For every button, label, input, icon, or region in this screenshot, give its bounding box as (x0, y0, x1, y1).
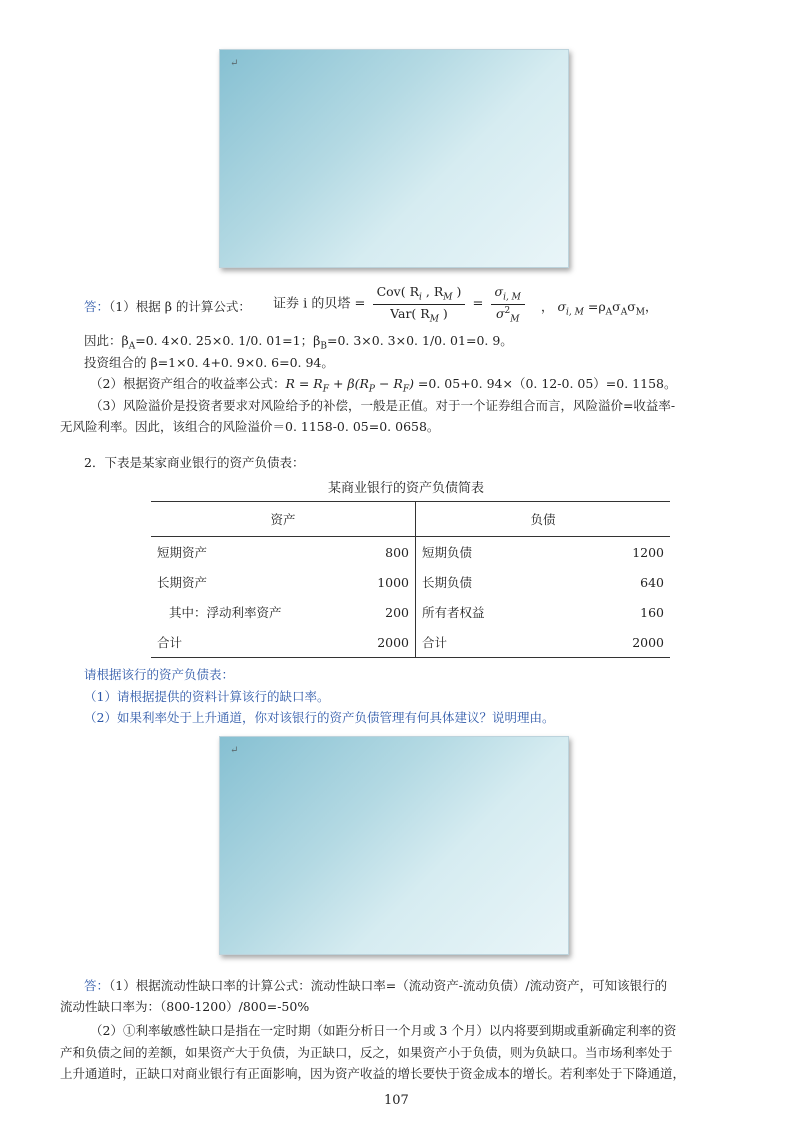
question2-part1: （1）请根据提供的资料计算该行的缺口率。 (84, 689, 330, 704)
answer2-line4: 产和负债之间的差额，如果资产大于负债，为正缺口，反之，如果资产小于负债，则为负缺口。当市场利率处于 (60, 1045, 673, 1060)
table-row: 其中：浮动利率资产 200 所有者权益 160 (151, 597, 670, 627)
risk-premium-line1: （3）风险溢价是投资者要求对风险给予的补偿，一般是正值。对于一个证券组合而言，风险溢价=收益率- (90, 398, 676, 413)
beta-calculation: 因此：$\beta_A=0$. 4×0. 25×0. 1/0. 01=1；$\beta_B=0$. 3×0. 3×0. 1/0. 01=0. 9。 (84, 333, 513, 352)
answer2-line3: （2）①利率敏感性缺口是指在一定时期（如距分析日一个月或 3 个月）以内将要到期或重新确定利率的资 (90, 1023, 677, 1038)
page-number: 107 (384, 1093, 409, 1108)
return-mark: ↵ (230, 58, 239, 69)
question2-part2: （2）如果利率处于上升通道，你对该银行的资产负债管理有何具体建议？说明理由。 (84, 710, 555, 725)
table-header-row (151, 502, 670, 537)
return-mark: ↵ (230, 745, 239, 756)
assets-header: 资产 (151, 502, 416, 537)
answer2-line5: 上升通道时，正缺口对商业银行有正面影响，因为资产收益的增长要快于资金成本的增长。若利率处于下降通道， (60, 1066, 686, 1081)
liabilities-header: 负债 (416, 502, 671, 537)
beta-formula: 证券 i 的贝塔 = $\frac{Cov( R_i , R_M )}{Var( R_M )}$ = $\frac{\sigma_{i, M}}{\sigma^2_M}$ (273, 284, 528, 324)
answer2-line1: 答：（1）根据流动性缺口率的计算公式：流动性缺口率=（流动资产-流动负债）/流动资产，可知该银行的 (84, 978, 668, 993)
answer1-intro: 答：（1）根据 β 的计算公式： (84, 299, 251, 314)
cov-var-fraction: $\frac{Cov( R_i , R_M )}{Var( R_M )}$ (373, 284, 466, 324)
risk-premium-line2: 无风险利率。因此，该组合的风险溢价＝0. 1158-0. 05=0. 0658。 (60, 419, 440, 434)
answer-label: 答： (84, 978, 110, 993)
table-row: 合计 2000 合计 2000 (151, 627, 670, 658)
answer-image-placeholder-middle (219, 736, 569, 955)
portfolio-return: （2）根据资产组合的收益率公式：$R = R_F + \beta(R_P - R_F) =0$. 05+0. 94×（0. 12-0. 05）=0. 1158。 (90, 376, 677, 395)
table-caption: 某商业银行的资产负债简表 (328, 481, 485, 496)
answer2-line2: 流动性缺口率为：（800-1200）/800=-50% (60, 999, 310, 1014)
sigma-fraction: $\frac{\sigma_{i, M}}{\sigma^2_M}$ (491, 284, 525, 324)
table-row: 长期资产 1000 长期负债 640 (151, 567, 670, 597)
portfolio-beta: 投资组合的 β=1×0. 4+0. 9×0. 6=0. 94。 (84, 355, 334, 370)
answer-label: 答： (84, 299, 110, 314)
balance-sheet-table (151, 501, 670, 658)
question2-stem: 2．下表是某家商业银行的资产负债表： (84, 455, 305, 470)
table-row: 短期资产 800 短期负债 1200 (151, 537, 670, 568)
capm-formula: $R = R_F + \beta(R_P - R_F)$ (285, 376, 414, 395)
sigma-correlation: ， $\sigma_{i, M} =\rho_A\sigma_A\sigma_M$， (541, 299, 658, 318)
question2-prompt: 请根据该行的资产负债表： (84, 667, 235, 682)
answer-image-placeholder-top (219, 49, 569, 268)
